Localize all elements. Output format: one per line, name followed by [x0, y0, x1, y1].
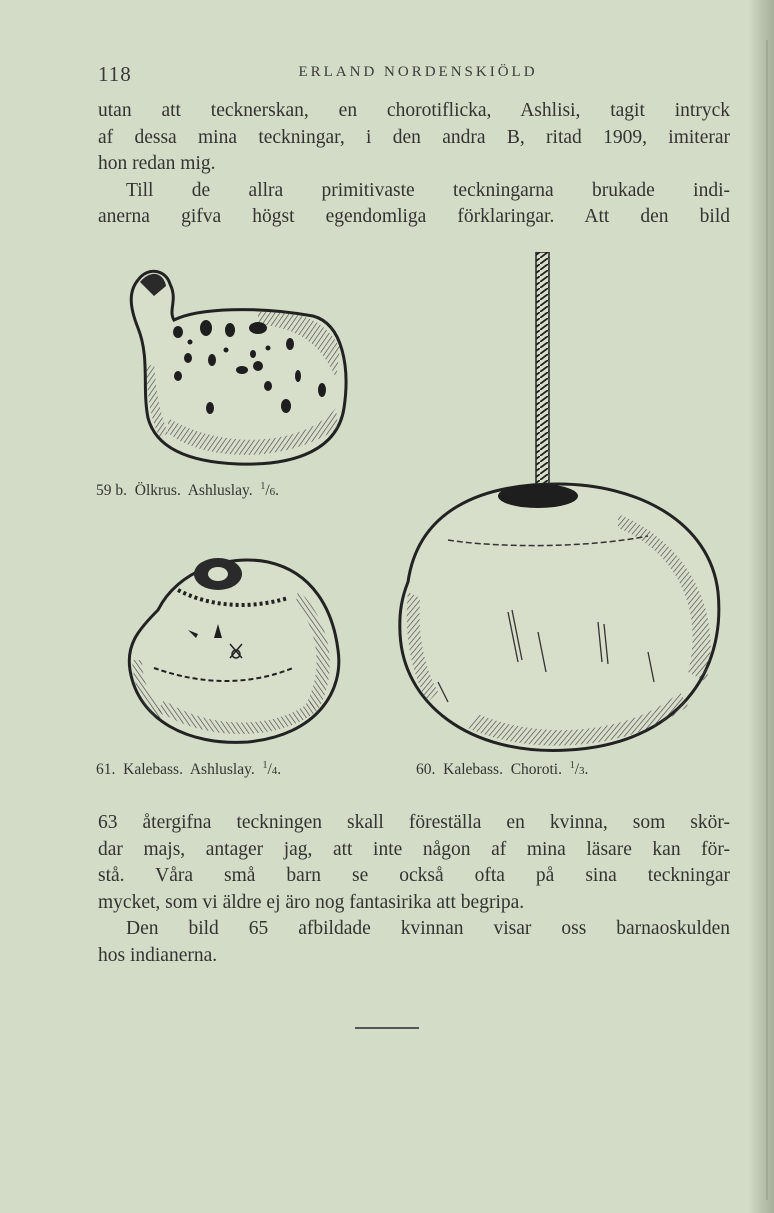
caption-name: Kalebass.: [443, 761, 503, 778]
caption-number: 59 b.: [96, 482, 127, 499]
section-rule: [355, 1027, 419, 1029]
caption-fig-60: 60. Kalebass. Choroti. $^1$/3.: [416, 760, 589, 778]
caption-name: Kalebass.: [123, 761, 183, 778]
scale-denominator: 6: [269, 486, 276, 498]
text-line: dar majs, antager jag, att inte någon af mina läsare kan för-: [98, 838, 730, 860]
scale-denominator: 4: [271, 765, 278, 777]
scale-denominator: 3: [579, 765, 585, 777]
running-head: [98, 62, 738, 86]
text-line: mycket, som vi äldre ej äro nog fantasirika att begripa.: [98, 891, 525, 913]
caption-origin: Ashluslay.: [189, 761, 255, 778]
figure-60-gourd-with-cord-illustration: [388, 252, 728, 757]
text-line: Den bild 65 afbildade kvinnan visar oss barnaoskulden: [126, 918, 730, 939]
figure-61-gourd-illustration: [118, 540, 358, 750]
gourd-opening: [498, 484, 578, 508]
caption-name: Ölkrus.: [134, 482, 181, 499]
scale-numerator: 1: [260, 481, 266, 492]
caption-fig-59b: 59 b. Ölkrus. Ashluslay. $^1$/6.: [96, 481, 280, 499]
page-number: 118: [98, 62, 132, 86]
running-head-title: ERLAND NORDENSKIÖLD: [298, 64, 538, 80]
text-line: utan att tecknerskan, en chorotiflicka, Ashlisi, tagit intryck: [98, 100, 730, 121]
text-line: 63 återgifna teckningen skall föreställa en kvinna, som skör-: [98, 812, 730, 833]
page-edge-shadow: [748, 0, 774, 1213]
caption-origin: Ashluslay.: [187, 482, 253, 499]
scale-numerator: 1: [569, 760, 575, 771]
paragraph-bottom: [98, 810, 730, 969]
carrying-cord: [536, 252, 549, 492]
caption-fig-61: 61. Kalebass. Ashluslay. $^1$/4.: [96, 760, 282, 778]
text-line: af dessa mina teckningar, i den andra B, ritad 1909, imiterar: [98, 126, 730, 148]
text-line: stå. Våra små barn se också ofta på sina teckningar: [98, 865, 730, 886]
text-line: anerna gifva högst egendomliga förklaringar. Att den bild: [98, 206, 730, 227]
text-line: Till de allra primitivaste teckningarna brukade indi-: [126, 179, 730, 201]
text-line: hon redan mig.: [98, 153, 216, 174]
caption-number: 61.: [96, 761, 116, 778]
paragraph-top: [98, 98, 730, 231]
caption-number: 60.: [416, 761, 436, 778]
text-line: hos indianerna.: [98, 944, 218, 966]
scale-numerator: 1: [262, 760, 268, 771]
caption-origin: Choroti.: [510, 761, 562, 778]
figure-59b-jug-illustration: [108, 258, 358, 473]
